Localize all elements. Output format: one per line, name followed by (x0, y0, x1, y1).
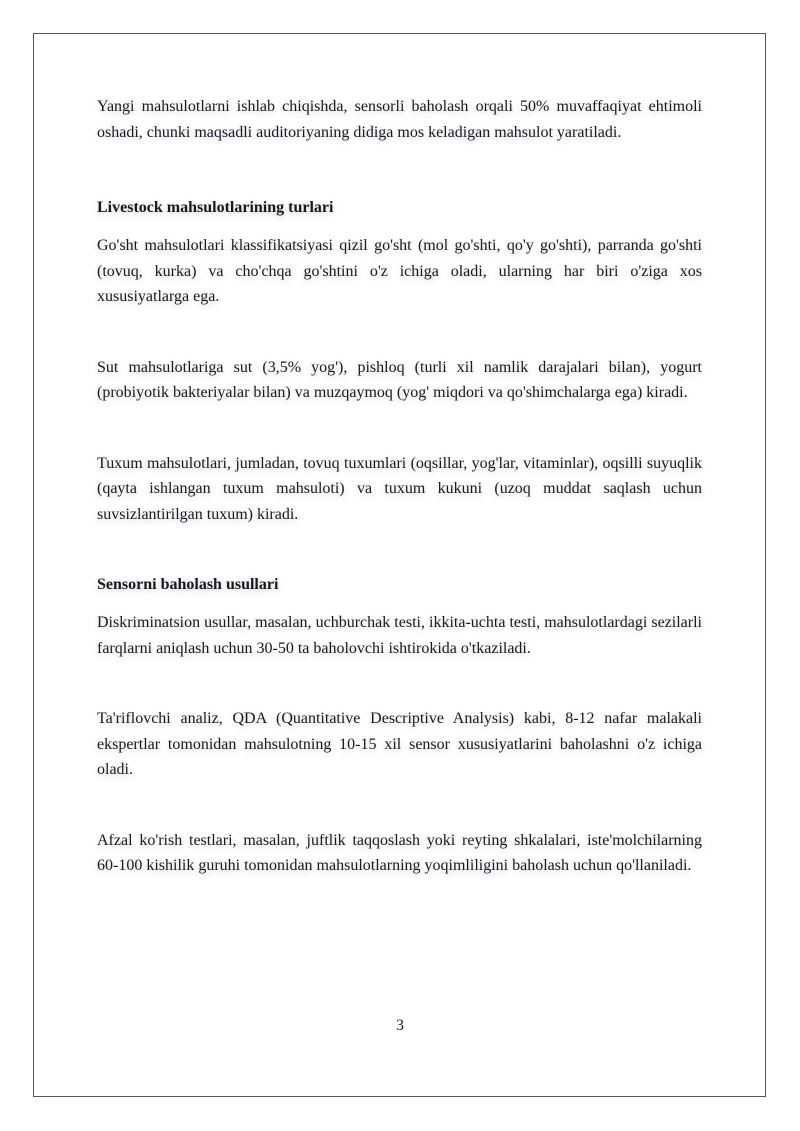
page-number: 3 (396, 1017, 404, 1034)
page-content (97, 94, 702, 879)
section-heading-livestock: Livestock mahsulotlarining turlari (97, 199, 334, 216)
paragraph-intro: Yangi mahsulotlarni ishlab chiqishda, sensorli baholash orqali 50% muvaffaqiyat ehtimoli oshadi, chunki maqsadli auditoriyaning didiga mos keladigan mahsulot yaratiladi. (97, 98, 702, 141)
section-heading-sensory: Sensorni baholash usullari (97, 576, 279, 593)
paragraph-descriptive-analysis: Ta'riflovchi analiz, QDA (Quantitative Descriptive Analysis) kabi, 8-12 nafar malakali ekspertlar tomonidan mahsulotning 10-15 xil sensor xususiyatlarini baholashni o'z ichiga oladi. (97, 710, 702, 778)
paragraph-discrimination-methods: Diskriminatsion usullar, masalan, uchburchak testi, ikkita-uchta testi, mahsulotlardagi sezilarli farqlarni aniqlash uchun 30-50 ta baholovchi ishtirokida o'tkaziladi. (97, 614, 702, 657)
paragraph-dairy-products: Sut mahsulotlariga sut (3,5% yog'), pishloq (turli xil namlik darajalari bilan), yogurt (probiyotik bakteriyalar bilan) va muzqaymoq (yog' miqdori va qo'shimchalarga ega) kiradi. (97, 358, 702, 401)
paragraph-preference-tests: Afzal ko'rish testlari, masalan, juftlik taqqoslash yoki reyting shkalalari, iste'molchilarning 60-100 kishilik guruhi tomonidan mahsulotlarning yoqimliligini baholash uchun qo'llaniladi. (97, 831, 702, 874)
paragraph-meat-products: Go'sht mahsulotlari klassifikatsiyasi qizil go'sht (mol go'shti, qo'y go'shti), parranda go'shti (tovuq, kurka) va cho'chqa go'shtini o'z ichiga oladi, ularning har biri o'ziga xos xususiyatlarga ega. (97, 237, 702, 305)
paragraph-egg-products: Tuxum mahsulotlari, jumladan, tovuq tuxumlari (oqsillar, yog'lar, vitaminlar), oqsilli suyuqlik (qayta ishlangan tuxum mahsuloti) va tuxum kukuni (uzoq muddat saqlash uchun suvsizlantirilgan tuxum) kiradi. (97, 454, 702, 523)
